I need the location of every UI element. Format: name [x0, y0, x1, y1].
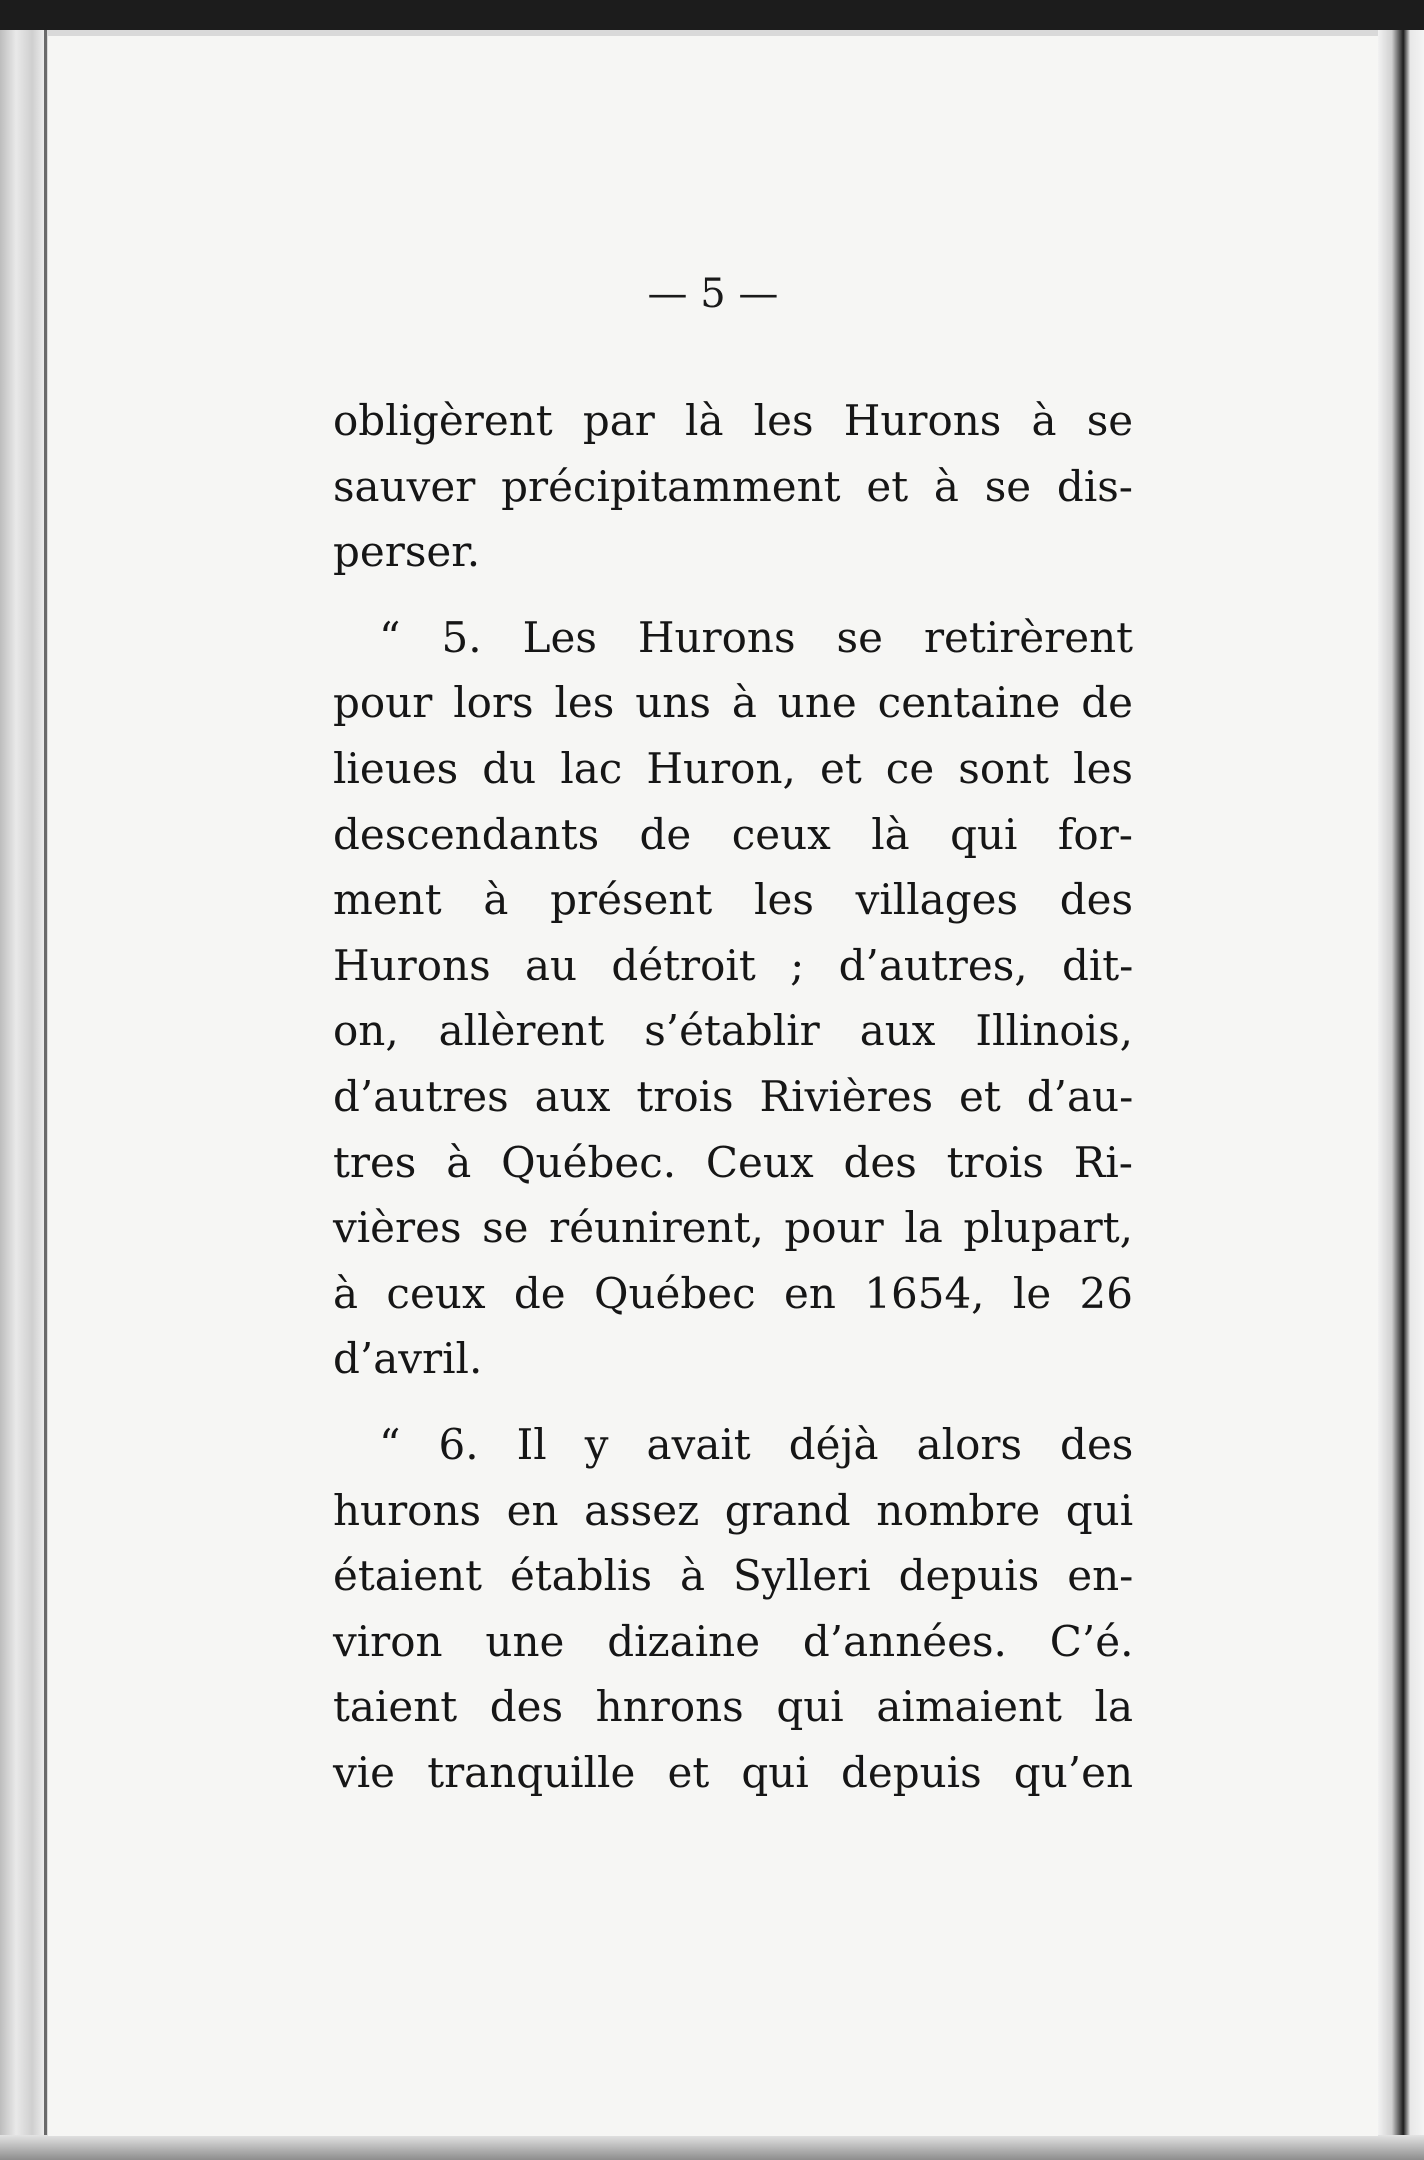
text-line: descendants de ceux là qui for- [333, 809, 1133, 859]
text-line: taient des hnrons qui aimaient la [333, 1682, 1133, 1732]
binding-edge [0, 30, 46, 2160]
text-line: viron une dizaine d’années. C’é. [333, 1616, 1134, 1666]
page-number: — 5 — [647, 271, 779, 317]
text-line: étaient établis à Sylleri depuis en- [333, 1551, 1134, 1601]
body-text [333, 388, 1133, 1805]
text-line: lieues du lac Huron, et ce sont les [333, 743, 1133, 793]
text-line: Hurons au détroit ; d’autres, dit- [333, 940, 1134, 990]
text-line: ment à présent les villages des [333, 875, 1134, 925]
text-line: d’avril. [333, 1334, 483, 1384]
text-line: vie tranquille et qui depuis qu’en [333, 1747, 1133, 1797]
text-line: pour lors les uns à une centaine de [333, 678, 1134, 728]
paragraph-gap [333, 1392, 1133, 1412]
binding-edge-line [44, 30, 47, 2160]
text-line: tres à Québec. Ceux des trois Ri- [333, 1137, 1133, 1187]
text-line: vières se réunirent, pour la plupart, [333, 1203, 1133, 1253]
text-line: sauver précipitamment et à se dis- [333, 461, 1133, 511]
text-line: obligèrent par là les Hurons à se [333, 396, 1134, 445]
text-line: “ 5. Les Hurons se retirèrent [379, 612, 1133, 662]
text-line: perser. [333, 527, 481, 577]
text-line: d’autres aux trois Rivières et d’au- [333, 1071, 1134, 1121]
bottom-edge [0, 2135, 1424, 2160]
paragraph-gap [333, 585, 1133, 605]
book-page [48, 36, 1378, 2136]
text-line: hurons en assez grand nombre qui [333, 1485, 1134, 1535]
text-line: on, allèrent s’établir aux Illinois, [333, 1006, 1133, 1056]
page-stack-edge [1378, 30, 1424, 2160]
text-line: “ 6. Il y avait déjà alors des [379, 1419, 1134, 1469]
text-line: à ceux de Québec en 1654, le 26 [333, 1268, 1133, 1318]
